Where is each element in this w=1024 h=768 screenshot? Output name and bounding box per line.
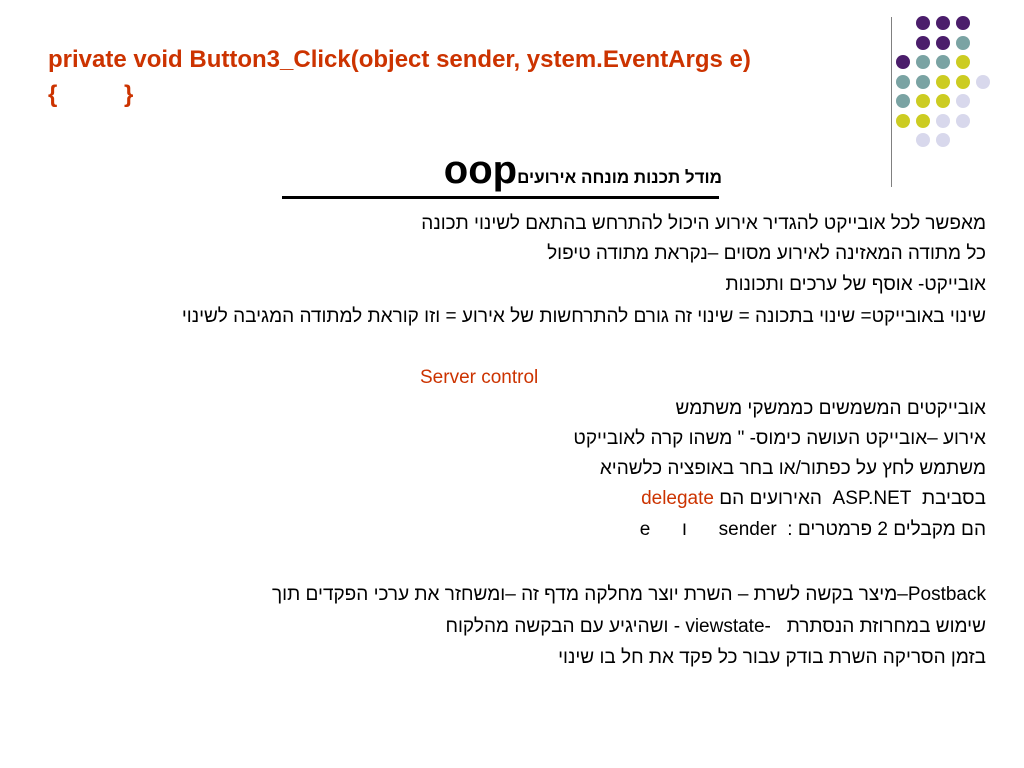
decorative-dot	[936, 16, 950, 30]
text-line-10-rest: –מיצר בקשה לשרת – השרת יוצר מחלקה מדף זה –ומשחזר את ערכי הפקדים תוך	[272, 584, 908, 605]
decorative-dot	[896, 75, 910, 89]
decorative-dot	[916, 55, 930, 69]
decorative-dot	[936, 75, 950, 89]
decorative-dot	[936, 36, 950, 50]
decorative-dot	[936, 55, 950, 69]
decorative-dot	[916, 114, 930, 128]
decorative-dot	[956, 75, 970, 89]
text-line-11-prefix: שימוש במחרוזת הנסתרת	[786, 616, 986, 637]
divider-line	[891, 17, 892, 187]
decorative-dot	[936, 114, 950, 128]
title-text: מודל תכנות מונחה אירועים	[517, 168, 722, 187]
postback-term: Postback	[907, 584, 986, 605]
decorative-dot	[956, 16, 970, 30]
decorative-dot	[956, 94, 970, 108]
title-oop: oop	[443, 148, 518, 192]
decorative-dot	[916, 94, 930, 108]
title-underline	[282, 196, 719, 199]
text-line-6: אירוע –אובייקט העושה כימוס- " משהו קרה לאובייקט	[573, 428, 986, 449]
text-line-1: מאפשר לכל אובייקט להגדיר אירוע היכול להתרחש בהתאם לשינוי תכונה	[421, 213, 986, 234]
text-line-7: משתמש לחץ על כפתור/או בחר באופציה כלשהיא	[599, 458, 986, 479]
text-line-8-mid: האירועים הם	[719, 488, 822, 509]
code-signature: private void Button3_Click(object sender, ystem.EventArgs e)	[48, 46, 751, 73]
decorative-dot	[896, 55, 910, 69]
server-control-heading: Server control	[420, 367, 539, 388]
slide-title	[444, 150, 722, 190]
decorative-dot	[936, 94, 950, 108]
decorative-dot	[956, 55, 970, 69]
and-word: ו	[682, 519, 687, 540]
text-line-3: אובייקט- אוסף של ערכים ותכונות	[725, 274, 986, 295]
decorative-dot	[936, 133, 950, 147]
text-line-4: שינוי באובייקט= שינוי בתכונה = שינוי זה גורם להתרחשות של אירוע = וזו קוראת למתודה המגיבה לשינוי	[181, 306, 986, 327]
sender-term: sender	[718, 519, 777, 540]
decorative-dot	[896, 114, 910, 128]
viewstate-term: viewstate-	[685, 616, 771, 637]
text-line-10	[272, 580, 986, 609]
text-line-11-suffix: - ושהיגיע עם הבקשה מהלקוח	[445, 616, 681, 637]
text-line-12: בזמן הסריקה השרת בודק עבור כל פקד את חל בו שינוי	[558, 647, 986, 668]
e-term: e	[639, 519, 651, 540]
aspnet-term: ASP.NET	[832, 488, 912, 509]
code-braces: { }	[48, 81, 134, 108]
decorative-dot	[956, 36, 970, 50]
text-line-2: כל מתודה המאזינה לאירוע מסוים –נקראת מתודה טיפול	[547, 243, 986, 264]
text-line-9	[640, 515, 986, 544]
decorative-dot	[916, 133, 930, 147]
decorative-dot	[896, 94, 910, 108]
text-line-8-prefix: בסביבת	[921, 488, 986, 509]
decorative-dot	[976, 75, 990, 89]
decorative-dot	[916, 36, 930, 50]
decorative-dot	[916, 75, 930, 89]
delegate-term: delegate	[641, 488, 714, 509]
text-line-9-prefix: הם מקבלים 2 פרמטרים :	[787, 519, 986, 540]
text-line-11	[445, 612, 986, 641]
decorative-dot	[916, 16, 930, 30]
text-line-8	[641, 484, 986, 513]
decorative-dot	[956, 114, 970, 128]
text-line-5: אובייקטים המשמשים כממשקי משתמש	[675, 398, 986, 419]
